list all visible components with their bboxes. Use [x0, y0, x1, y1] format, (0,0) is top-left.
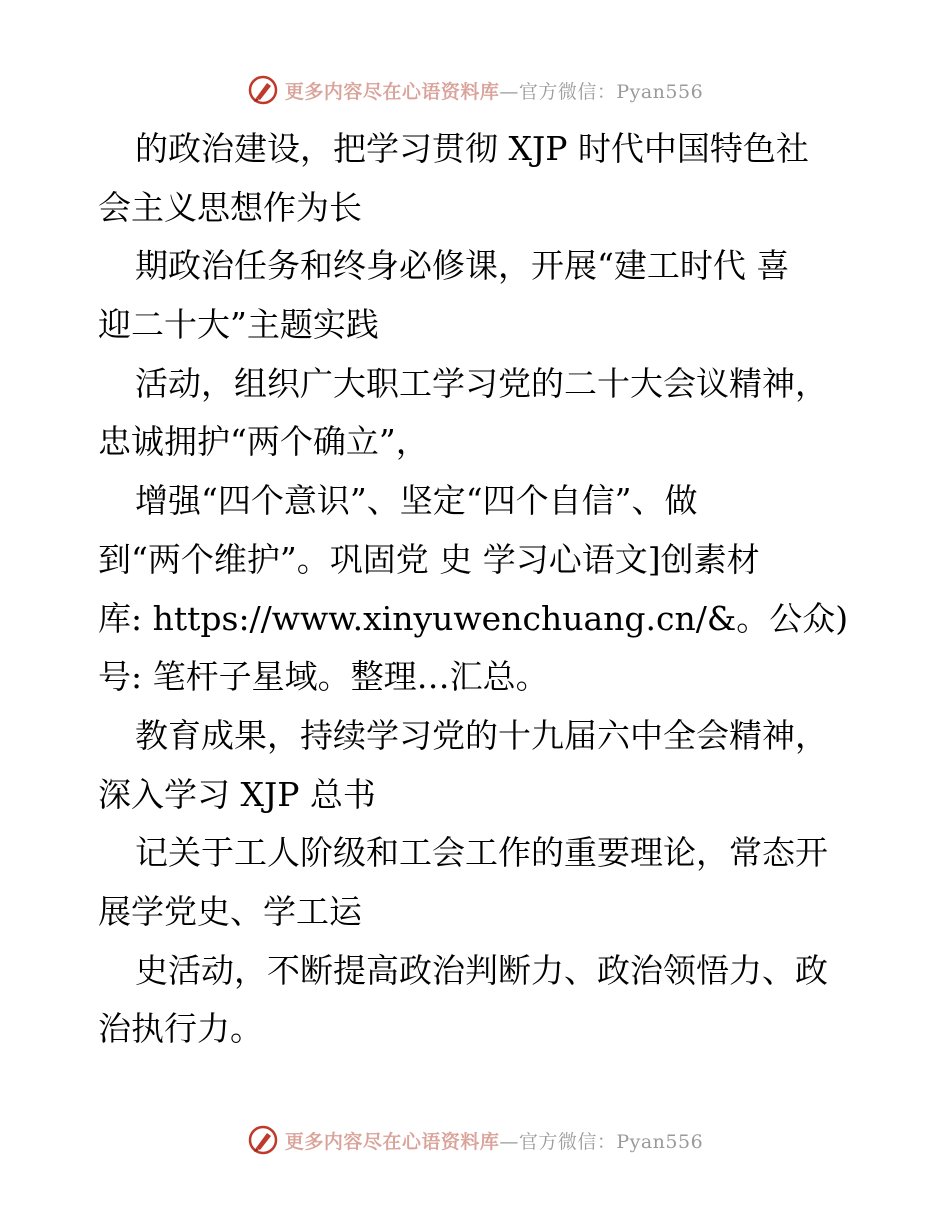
body-line: 迎二十大”主题实践	[98, 305, 379, 345]
body-line: 治执行力。	[98, 1009, 263, 1049]
body-line: 增强“四个意识”、坚定“四个自信”、做	[135, 481, 698, 521]
body-line: 深入学习 XJP 总书	[98, 774, 376, 814]
body-line: 记关于工人阶级和工会工作的重要理论，常态开	[135, 833, 828, 873]
body-line: 会主义思想作为长	[98, 187, 362, 227]
body-line: 期政治任务和终身必修课，开展“建工时代 喜	[135, 246, 790, 286]
body-line: 忠诚拥护“两个确立”，	[98, 422, 429, 462]
body-line: 的政治建设，把学习贯彻 XJP 时代中国特色社	[135, 129, 809, 168]
body-line: 史活动，不断提高政治判断力、政治领悟力、政	[135, 950, 828, 990]
body-line: 展学党史、学工运	[98, 891, 362, 931]
body-line: 教育成果，持续学习党的十九届六中全会精神，	[135, 715, 828, 755]
footer-banner-text	[285, 1127, 703, 1154]
header-banner-sub: —官方微信：Pyan556	[499, 80, 704, 103]
pen-logo-icon	[247, 1124, 279, 1156]
header-banner	[0, 70, 950, 110]
header-banner-text	[285, 77, 703, 104]
pen-logo-icon	[247, 74, 279, 106]
footer-banner-main: 更多内容尽在心语资料库	[284, 1130, 500, 1153]
header-banner-main: 更多内容尽在心语资料库	[284, 80, 500, 103]
document-body	[98, 120, 858, 1059]
footer-banner-inner	[247, 1124, 703, 1156]
body-line: 到“两个维护”。巩固党 史 学习心语文]创素材	[98, 539, 760, 579]
header-banner-inner	[247, 74, 703, 106]
body-line: 号: 笔杆子星域。整理…汇总。	[98, 657, 549, 697]
footer-banner	[0, 1120, 950, 1160]
body-line: 活动，组织广大职工学习党的二十大会议精神，	[135, 363, 828, 403]
footer-banner-sub: —官方微信：Pyan556	[499, 1130, 704, 1153]
body-line: 库: https://www.xinyuwenchuang.cn/&。公众)	[98, 598, 849, 638]
